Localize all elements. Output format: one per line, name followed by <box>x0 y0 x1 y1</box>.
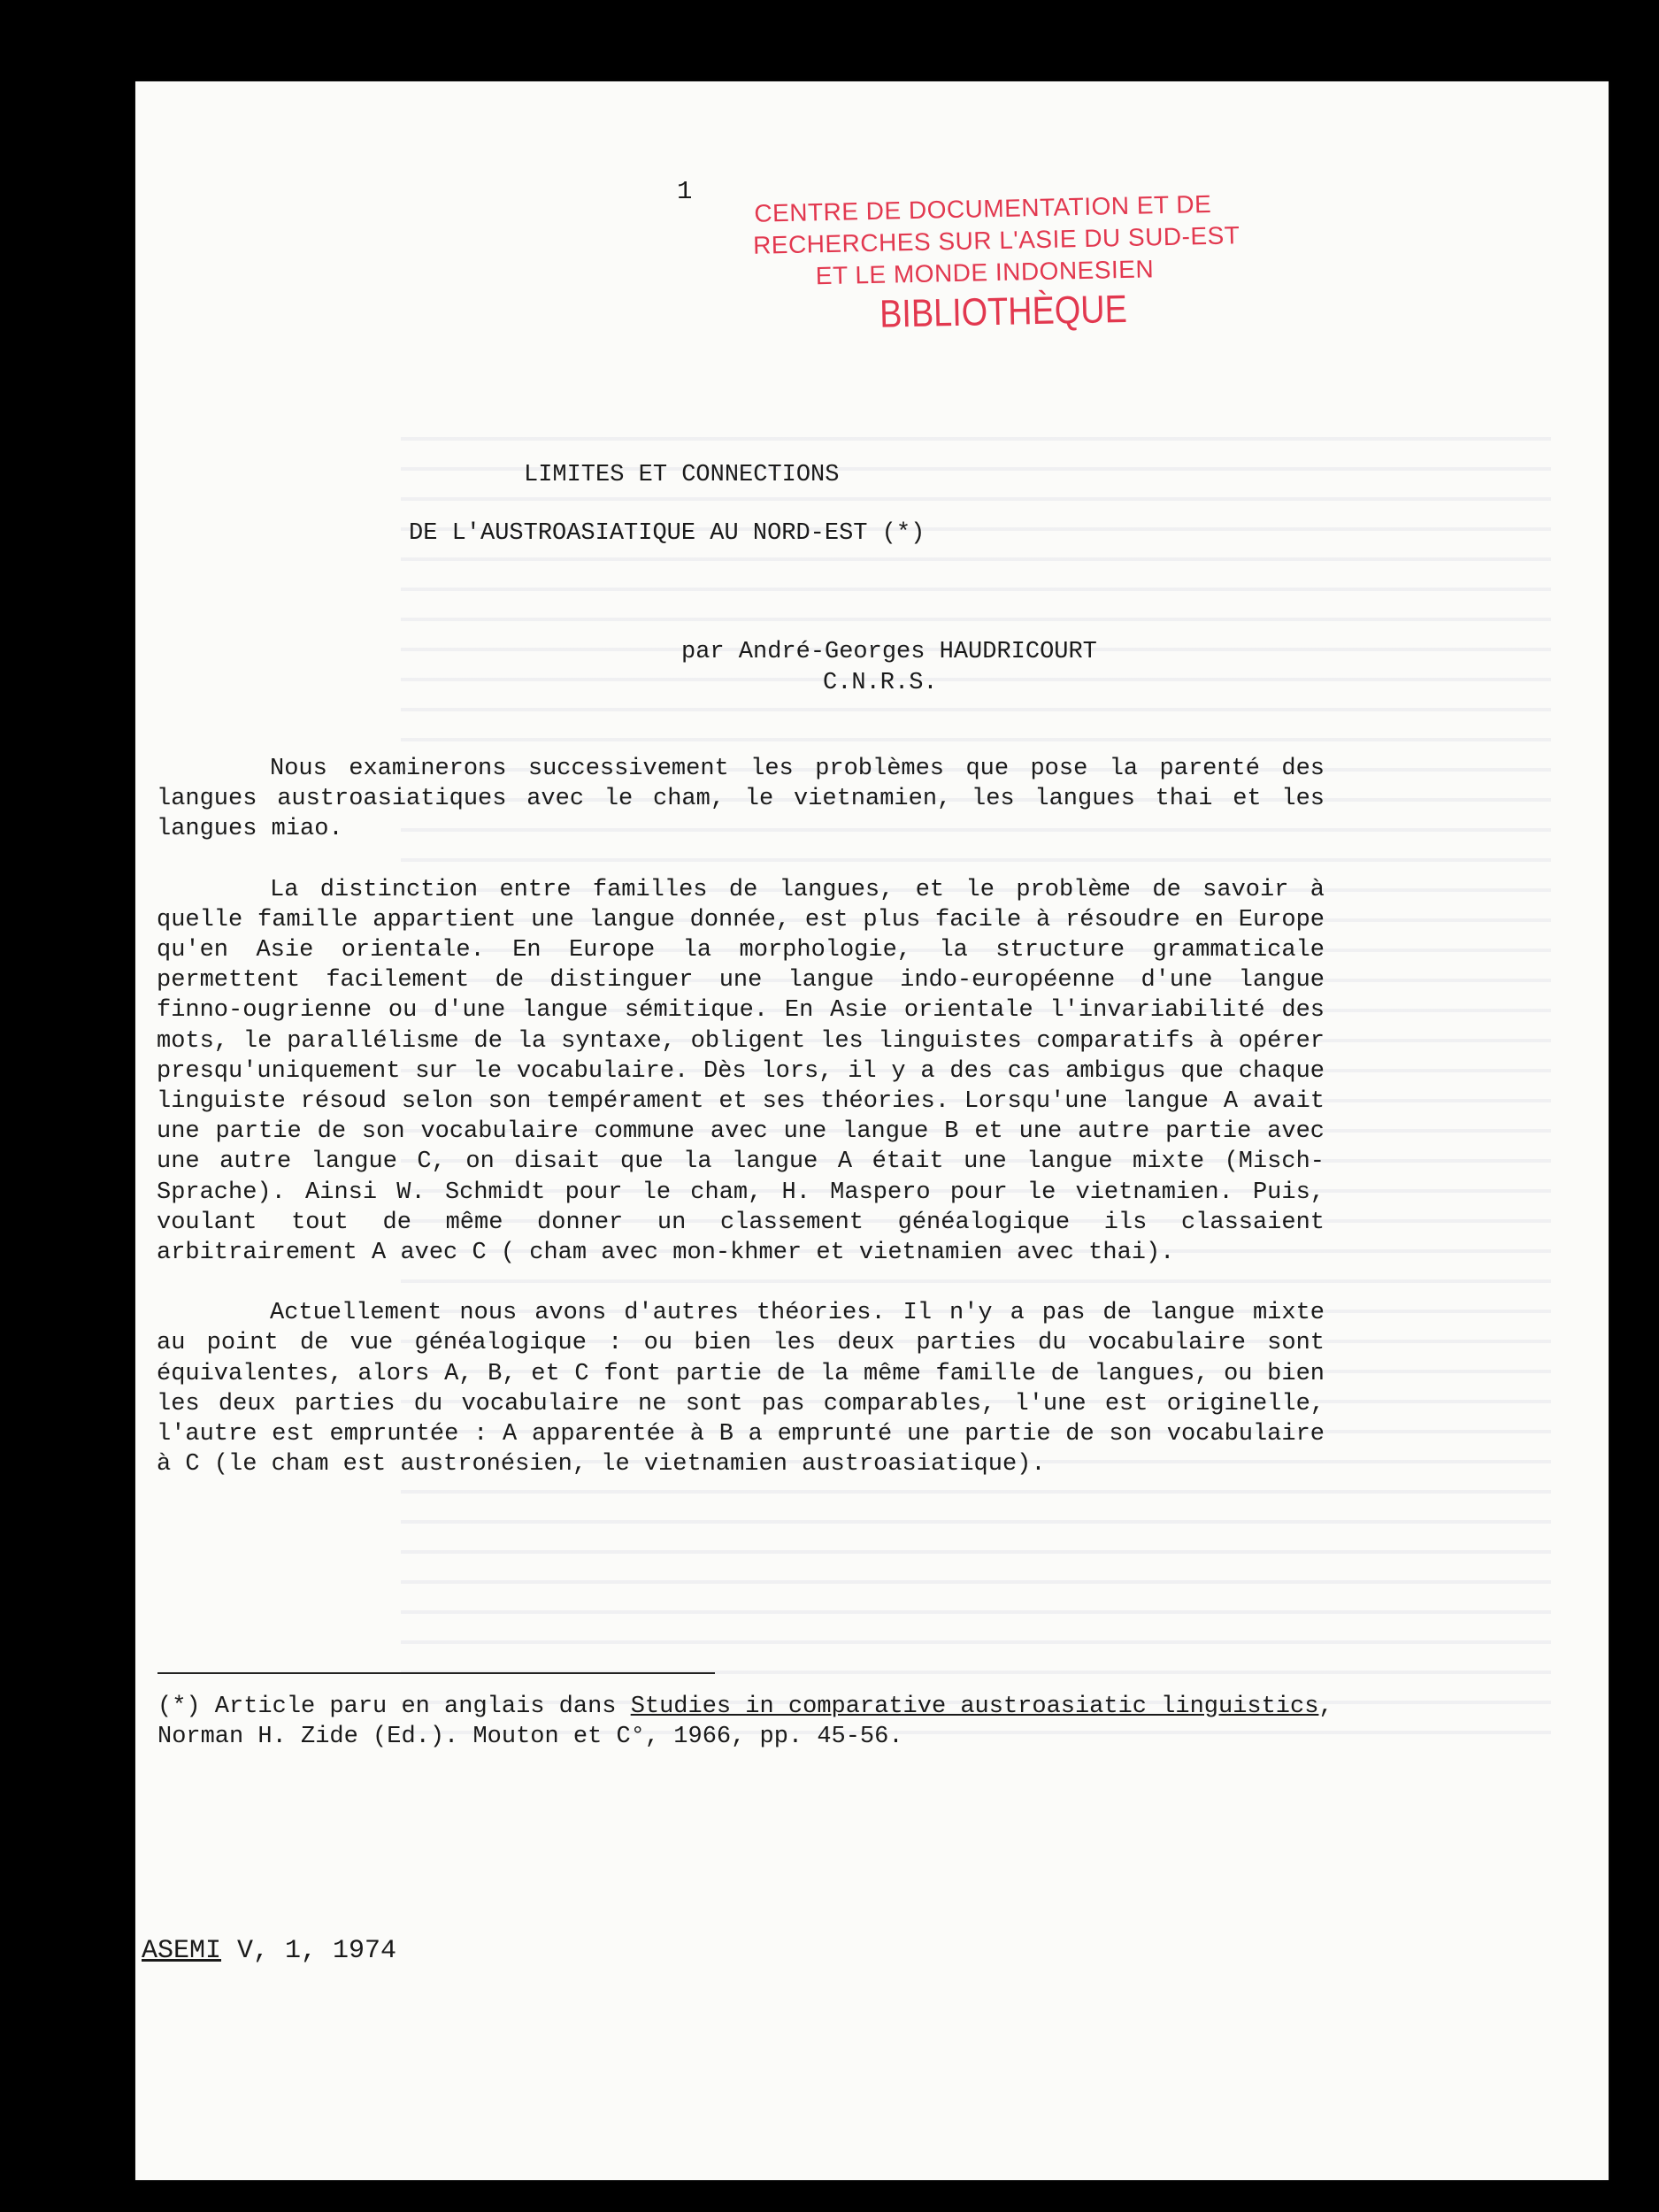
author-block <box>681 637 1097 699</box>
journal-name: ASEMI <box>142 1936 222 1966</box>
stamp-line-3: ET LE MONDE INDONESIEN <box>815 255 1155 290</box>
footnote-prefix: (*) Article paru en anglais dans <box>157 1694 631 1720</box>
article-title-line-1: LIMITES ET CONNECTIONS <box>524 462 840 488</box>
paragraph-2: La distinction entre familles de langues, et le problème de savoir à quelle famille appartient une langue donnée, est plus facile à résoudre en Europe qu'en Asie orientale. En Europe la morphologie, la structure grammaticale permettent facilement de distinguer une langue indo-européenne d'une langue finno-ougrienne ou d'une langue sémitique. En Asie orientale l'invariabilité des mots, le parallélisme de la syntaxe, obligent les linguistes comparatifs à opérer presqu'uniquement sur le vocabulaire. Dès lors, il y a des cas ambigus que chaque linguiste résoud selon son tempérament et ses théories. Lorsqu'une langue A avait une partie de son vocabulaire commune avec une langue B et une autre partie avec une autre langue C, on disait que la langue A était une langue mixte (Misch-Sprache). Ainsi W. Schmidt pour le cham, H. Maspero pour le vietnamien. Puis, voulant tout de même donner un classement généalogique ils classaient arbitrairement A avec C ( cham avec mon-khmer et vietnamien avec thai). <box>157 876 1325 1267</box>
paragraph-1: Nous examinerons successivement les problèmes que pose la parenté des langues austroasiatiques avec le cham, le vietnamien, les langues thai et les langues miao. <box>157 756 1325 843</box>
stamp-library-label: BIBLIOTHÈQUE <box>879 287 1128 336</box>
author-affiliation: C.N.R.S. <box>823 670 938 696</box>
journal-issue: V, 1, 1974 <box>221 1936 397 1966</box>
journal-reference <box>142 1936 396 1966</box>
page-number: 1 <box>677 177 693 206</box>
stamp-line-2: RECHERCHES SUR L'ASIE DU SUD-EST <box>752 221 1240 259</box>
library-stamp <box>743 185 1365 342</box>
footnote <box>157 1692 1334 1752</box>
paragraph-3: Actuellement nous avons d'autres théories. Il n'y a pas de langue mixte au point de vue généalogique : ou bien les deux parties du vocabulaire sont équivalentes, alors A, B, et C font partie de la même famille de langues, ou bien les deux parties du vocabulaire ne sont pas comparables, l'une est originelle, l'autre est empruntée : A apparentée à B a emprunté une partie de son vocabulaire à C (le cham est austronésien, le vietnamien austroasiatique). <box>157 1300 1325 1479</box>
article-title-line-2: DE L'AUSTROASIATIQUE AU NORD-EST (*) <box>409 520 926 547</box>
stamp-line-1: CENTRE DE DOCUMENTATION ET DE <box>754 189 1212 227</box>
footnote-suffix: , Norman H. Zide (Ed.). Mouton et C°, 1966, pp. 45-56. <box>157 1694 1333 1750</box>
author-byline: par André-Georges HAUDRICOURT <box>681 639 1097 665</box>
article-body <box>157 754 1325 1509</box>
footnote-book-title: Studies in comparative austroasiatic linguistics <box>630 1694 1319 1720</box>
footnote-divider <box>157 1672 715 1674</box>
